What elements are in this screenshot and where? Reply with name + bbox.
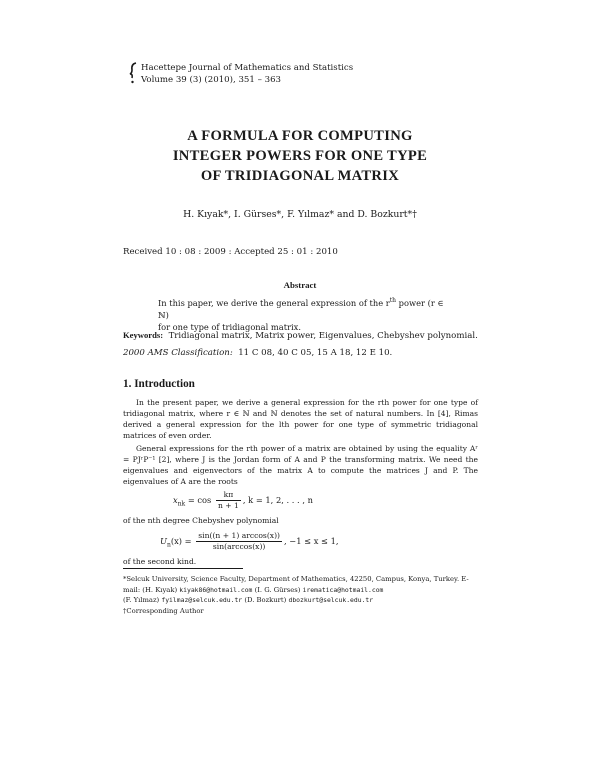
footnote-yilmaz: (F. Yılmaz) [123, 596, 162, 605]
eq1-right: , k = 1, 2, . . . , n [242, 495, 313, 505]
text-chebyshev: of the nth degree Chebyshev polynomial [123, 516, 279, 525]
section-heading: 1. Introduction [123, 378, 195, 390]
title-line-1: A FORMULA FOR COMPUTING [187, 128, 413, 144]
footnote-bozkurt: (D. Bozkurt) [242, 596, 289, 605]
abstract-heading: Abstract [283, 280, 317, 290]
ams-classification [123, 348, 392, 358]
eq1-var: x [173, 495, 178, 505]
footnotes [123, 574, 483, 616]
intro-paragraph-2: General expressions for the rth power of a matrix are obtained by using the equality Aʳ = PJʳP⁻¹ [2], where J is the Jordan form of A and P the transforming matrix. We need the eigenvalues and eigenvectors of the matrix A to compute the matrices J and P. The eigenvalues of A are the roots [123, 444, 478, 487]
eq1-sub: nk [177, 500, 186, 508]
ams-value: 11 C 08, 40 C 05, 15 A 18, 12 E 10. [238, 348, 393, 358]
eq2-var: U [160, 536, 167, 546]
volume-info: Volume 39 (3) (2010), 351 – 363 [141, 75, 282, 85]
journal-logo [129, 62, 138, 84]
eq2-numerator: sin((n + 1) arccos(x)) [198, 531, 280, 540]
footnote-affiliation-text: *Selcuk University, Science Faculty, Department of Mathematics, 42250, Campus, Konya, Turkey. E-mail: (H. Kıyak) [123, 575, 469, 594]
eq2-mid: (x) = [170, 536, 195, 546]
footnote-divider [123, 568, 243, 569]
title-line-2: INTEGER POWERS FOR ONE TYPE [172, 148, 428, 164]
intro-paragraph-1: In the present paper, we derive a general expression for the rth power for one type of tridiagonal matrix, where r ∈ ℕ and ℕ denotes the set of natural numbers. In [4], Rimas derived a general expression for the lth power for one type of symmetric tridiagonal matrices of even order. [123, 398, 478, 441]
abstract-text [158, 295, 448, 333]
email-gurses[interactable]: irematica@hotmail.com [302, 585, 384, 594]
eq2-sub: n [167, 541, 171, 549]
email-yilmaz[interactable]: fyilmaz@selcuk.edu.tr [161, 596, 243, 605]
text-second-kind: of the second kind. [123, 557, 197, 566]
eq2-right: , −1 ≤ x ≤ 1, [284, 536, 339, 546]
received-dates: Received 10 : 08 : 2009 : Accepted 25 : 01 : 2010 [123, 247, 338, 257]
abstract-line-2: for one type of tridiagonal matrix. [158, 321, 301, 332]
journal-header [141, 62, 353, 86]
ams-label: 2000 AMS Classification: [123, 348, 233, 358]
email-kiyak[interactable]: kiyak86@hotmail.com [179, 585, 253, 594]
keywords [123, 330, 478, 341]
keywords-label: Keywords: [123, 330, 164, 340]
journal-name: Hacettepe Journal of Mathematics and Statistics [141, 63, 354, 73]
footnote-emails [123, 595, 483, 606]
eq1-denominator: n + 1 [217, 501, 239, 510]
eq2-fraction [196, 531, 282, 552]
eq1-numerator: kπ [216, 490, 241, 501]
equation-roots [173, 490, 313, 511]
footnote-mid: (I. G. Gürses) [252, 585, 303, 594]
eq2-denominator: sin(arccos(x)) [212, 542, 266, 551]
eq1-fraction [216, 490, 241, 511]
email-bozkurt[interactable]: dbozkurt@selcuk.edu.tr [288, 596, 374, 605]
authors: H. Kıyak*, I. Gürses*, F. Yılmaz* and D. Bozkurt*† [183, 209, 417, 220]
title-line-3: OF TRIDIAGONAL MATRIX [200, 168, 400, 184]
abstract-line-1: In this paper, we derive the general expression of the r [158, 297, 390, 308]
abstract-sup: th [389, 297, 397, 304]
equation-chebyshev [160, 531, 339, 552]
footnote-affiliation [123, 574, 483, 595]
footnote-corresponding: †Corresponding Author [123, 606, 204, 615]
paper-title [0, 126, 600, 186]
abstract-line-1-end: power (r ∈ ℕ) [158, 297, 444, 320]
eq1-mid: = cos [185, 495, 214, 505]
keywords-value: Tridiagonal matrix, Matrix power, Eigenvalues, Chebyshev polynomial. [168, 331, 478, 341]
